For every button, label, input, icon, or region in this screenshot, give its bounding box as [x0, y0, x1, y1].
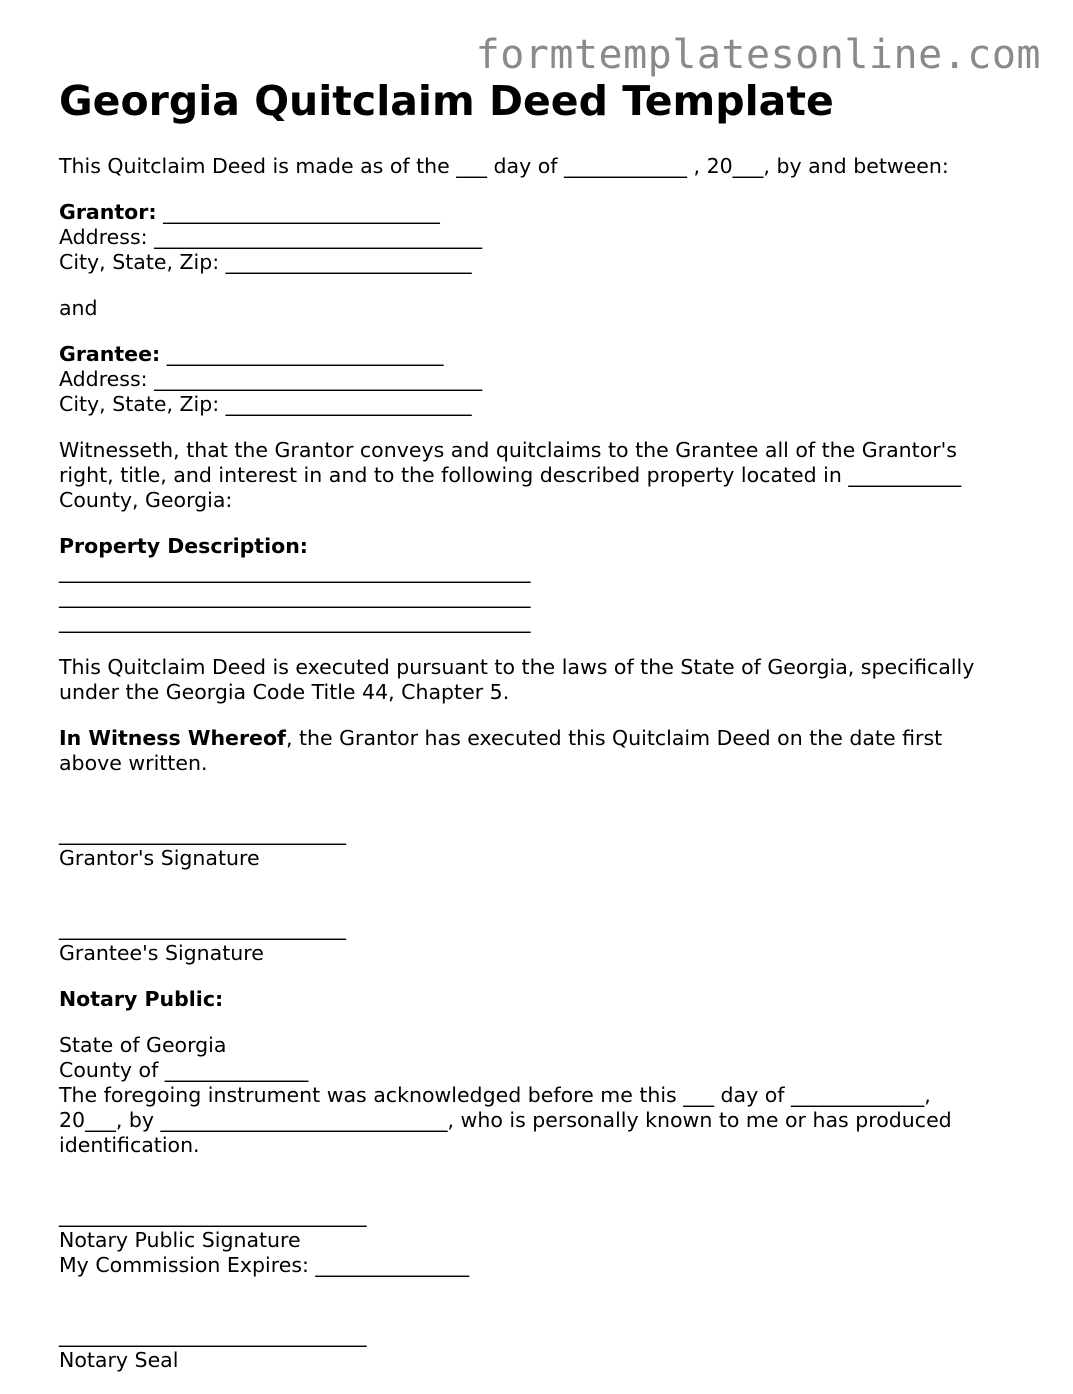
- grantor-signature-block: [59, 821, 1019, 871]
- grantee-city: City, State, Zip: ________________________: [59, 392, 472, 416]
- grantor-block: [59, 200, 1019, 275]
- law-line-2: under the Georgia Code Title 44, Chapter 5.: [59, 680, 510, 704]
- grantee-signature-label: Grantee's Signature: [59, 941, 264, 965]
- witnesseth-line-2: right, title, and interest in and to the following described property located in ___________: [59, 463, 962, 487]
- notary-commission: My Commission Expires: _______________: [59, 1253, 470, 1277]
- grantor-address: Address: ________________________________: [59, 225, 483, 249]
- grantor-signature-label: Grantor's Signature: [59, 846, 260, 870]
- notary-seal-label: Notary Seal: [59, 1348, 179, 1372]
- notary-ack-line-3: identification.: [59, 1133, 200, 1157]
- notary-seal-line: ______________________________: [59, 1323, 367, 1347]
- law-line-1: This Quitclaim Deed is executed pursuant to the laws of the State of Georgia, specifically: [59, 655, 975, 679]
- page-title: Georgia Quitclaim Deed Template: [59, 77, 834, 125]
- intro-text: This Quitclaim Deed is made as of the ___ day of ____________ , 20___, by and between:: [59, 154, 949, 178]
- notary-seal-block: [59, 1323, 1019, 1373]
- grantee-block: [59, 342, 1019, 417]
- grantor-city: City, State, Zip: ________________________: [59, 250, 472, 274]
- notary-signature-label: Notary Public Signature: [59, 1228, 301, 1252]
- and-text: and: [59, 296, 98, 320]
- grantee-address: Address: ________________________________: [59, 367, 483, 391]
- notary-signature-line: ______________________________: [59, 1203, 367, 1227]
- property-line: ______________________________________________: [59, 559, 531, 583]
- grantor-name-blank: ___________________________: [156, 200, 440, 224]
- watermark: formtemplatesonline.com: [475, 32, 1041, 78]
- grantee-signature-line: ____________________________: [59, 916, 346, 940]
- grantor-signature-line: ____________________________: [59, 821, 346, 845]
- witnesseth-paragraph: [59, 438, 1019, 513]
- notary-ack-line-1: The foregoing instrument was acknowledged before me this ___ day of _____________,: [59, 1083, 931, 1107]
- notary-county: County of ______________: [59, 1058, 309, 1082]
- and-paragraph: [59, 296, 1019, 321]
- notary-label: Notary Public:: [59, 987, 224, 1011]
- intro-paragraph: [59, 154, 1019, 179]
- witness-paragraph: [59, 726, 1019, 776]
- notary-ack-line-2: 20___, by ____________________________, who is personally known to me or has produced: [59, 1108, 952, 1132]
- grantor-name-line: [59, 200, 1019, 225]
- notary-signature-block: [59, 1203, 1019, 1278]
- witness-bold: In Witness Whereof: [59, 726, 286, 750]
- grantee-signature-block: [59, 916, 1019, 966]
- grantor-label: Grantor:: [59, 200, 157, 224]
- witnesseth-line-1: Witnesseth, that the Grantor conveys and quitclaims to the Grantee all of the Grantor's: [59, 438, 957, 462]
- property-block: [59, 534, 1019, 634]
- document-body: [59, 154, 1019, 1394]
- property-label: Property Description:: [59, 534, 308, 558]
- witness-line-2: above written.: [59, 751, 208, 775]
- notary-acknowledgment: [59, 1033, 1019, 1158]
- witness-rest: , the Grantor has executed this Quitclaim Deed on the date first: [285, 726, 943, 750]
- grantee-name-blank: ___________________________: [160, 342, 444, 366]
- property-line: ______________________________________________: [59, 609, 531, 633]
- notary-heading-block: [59, 987, 1019, 1012]
- witnesseth-line-3: County, Georgia:: [59, 488, 233, 512]
- grantee-label: Grantee:: [59, 342, 161, 366]
- property-line: ______________________________________________: [59, 584, 531, 608]
- witness-line-1: [59, 726, 1019, 751]
- notary-state: State of Georgia: [59, 1033, 227, 1057]
- grantee-name-line: [59, 342, 1019, 367]
- law-paragraph: [59, 655, 1019, 705]
